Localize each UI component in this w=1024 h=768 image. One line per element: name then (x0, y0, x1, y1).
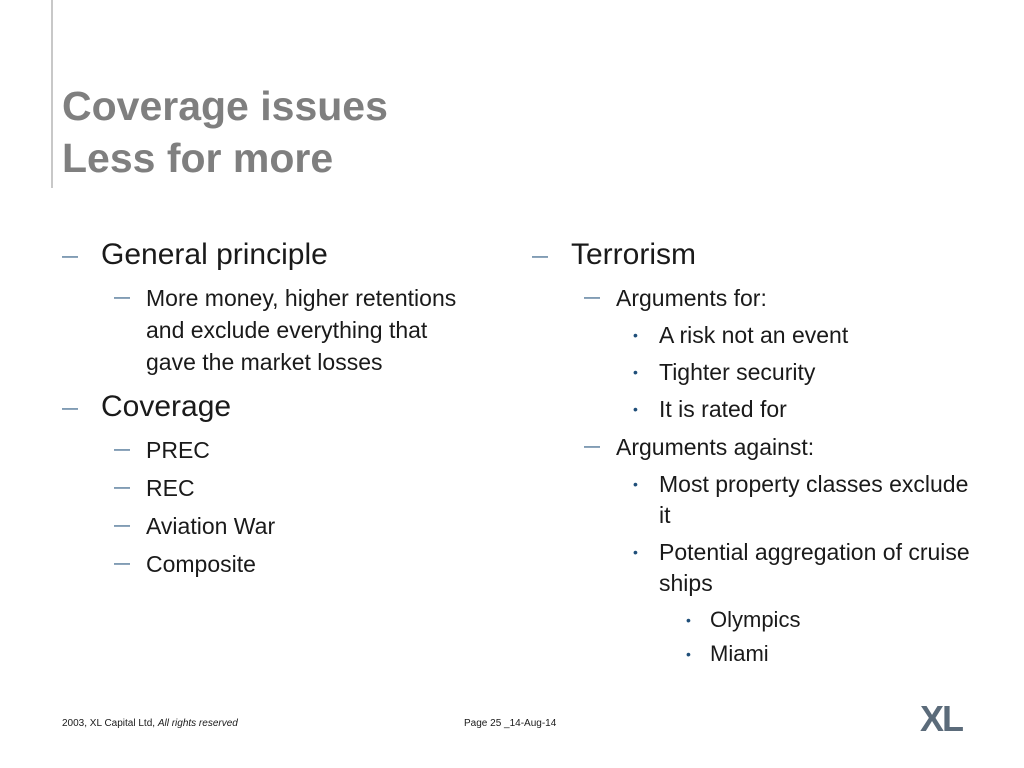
list-item (532, 236, 982, 274)
dash-icon: — (584, 289, 600, 306)
bullet-icon: • (686, 612, 691, 628)
list-item (62, 236, 482, 274)
list-item-label: Composite (146, 551, 256, 577)
list-item (532, 605, 982, 635)
logo-text: XL (920, 700, 963, 736)
list-item-label: Most property classes exclude it (659, 471, 969, 528)
bullet-icon: • (686, 646, 691, 662)
bullet-icon: • (633, 544, 638, 560)
list-item-label: A risk not an event (659, 322, 849, 348)
rights-text: All rights reserved (157, 718, 238, 729)
list-item (62, 434, 482, 466)
bullet-icon: • (633, 327, 638, 343)
list-item (62, 388, 482, 426)
list-item-label: More money, higher retentions and exclude everything that gave the market losses (146, 285, 457, 375)
list-item-label: PREC (146, 437, 210, 463)
title-line-2: Less for more (62, 135, 334, 181)
bullet-icon: • (633, 476, 638, 492)
left-column (62, 236, 482, 586)
list-item (532, 394, 982, 425)
footer-copyright (62, 718, 238, 729)
list-item (532, 469, 979, 531)
list-item-label: Terrorism (571, 238, 696, 271)
slide-title (62, 80, 388, 184)
list-item (62, 510, 482, 542)
list-item (62, 548, 482, 580)
list-item-label: Miami (710, 641, 769, 666)
xl-logo (920, 700, 980, 736)
list-item-label: REC (146, 475, 195, 501)
copyright-text: 2003, XL Capital Ltd, (62, 718, 156, 729)
vertical-divider (51, 0, 53, 188)
list-item-label: Potential aggregation of cruise ships (659, 539, 970, 596)
dash-icon: — (114, 479, 130, 496)
list-item (532, 357, 982, 388)
dash-icon: — (532, 248, 548, 265)
right-column (532, 236, 982, 673)
list-item-label: Coverage (101, 390, 232, 423)
bullet-icon: • (633, 401, 638, 417)
list-item (62, 282, 466, 378)
list-item (62, 472, 482, 504)
dash-icon: — (114, 517, 130, 534)
dash-icon: — (114, 441, 130, 458)
list-item (532, 282, 982, 314)
dash-icon: — (114, 555, 130, 572)
list-item-label: Olympics (710, 607, 801, 632)
list-item-label: Arguments for: (616, 285, 767, 311)
footer-page-number: Page 25 _14-Aug-14 (464, 718, 557, 729)
dash-icon: — (62, 248, 78, 265)
list-item-label: Arguments against: (616, 434, 815, 460)
title-line-1: Coverage issues (62, 83, 388, 129)
list-item (532, 639, 982, 669)
dash-icon: — (114, 289, 130, 306)
list-item (532, 320, 982, 351)
list-item (532, 537, 999, 599)
dash-icon: — (584, 438, 600, 455)
dash-icon: — (62, 400, 78, 417)
list-item-label: Aviation War (146, 513, 276, 539)
bullet-icon: • (633, 364, 638, 380)
list-item-label: It is rated for (659, 396, 787, 422)
list-item-label: General principle (101, 238, 328, 271)
list-item-label: Tighter security (659, 359, 816, 385)
list-item (532, 431, 982, 463)
